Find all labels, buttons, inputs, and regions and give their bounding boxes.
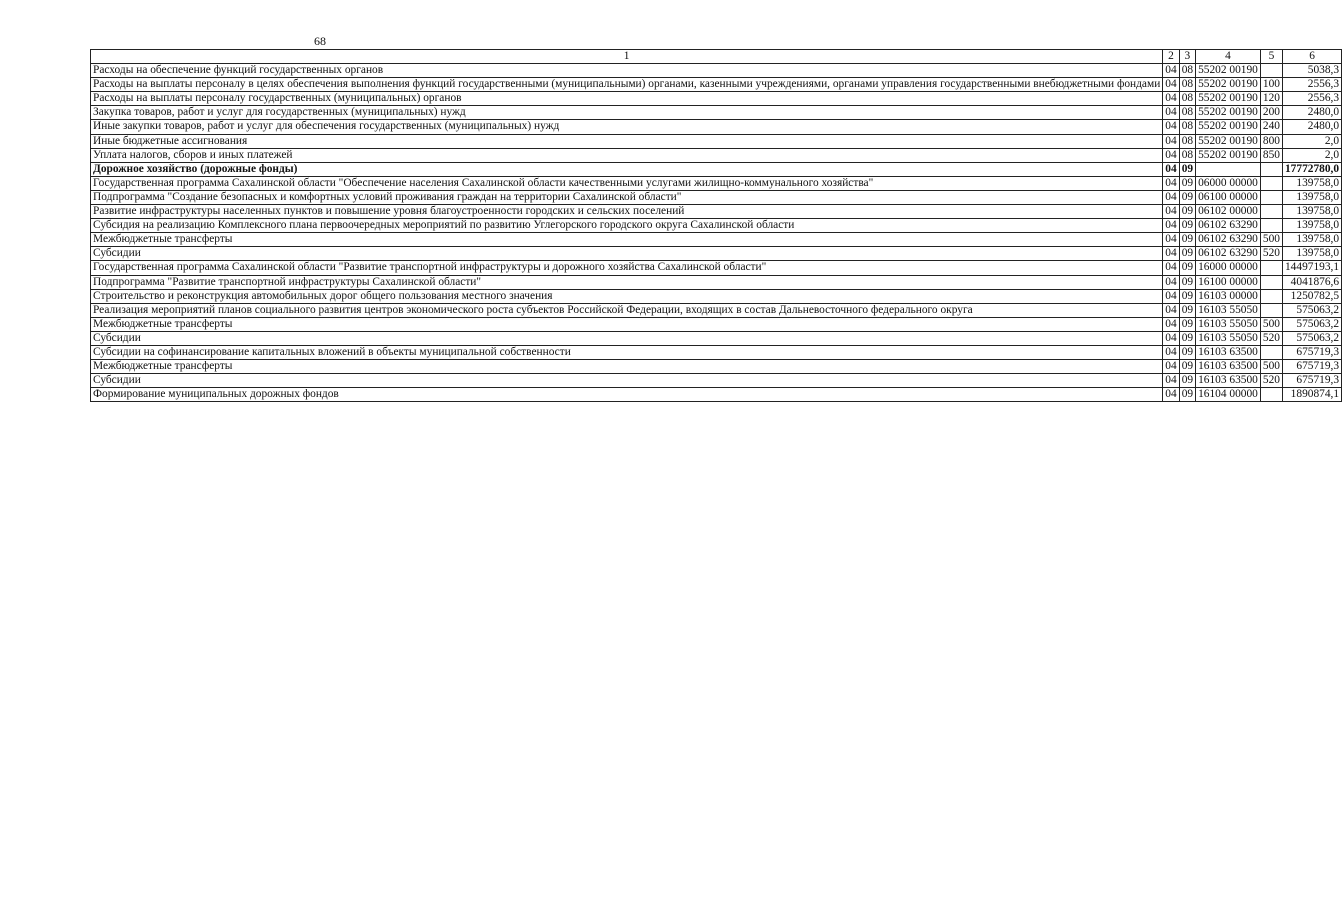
table-row — [91, 176, 1342, 190]
row-name-cell: Реализация мероприятий планов социального развития центров экономического роста субъектов Российской Федерации, входящих в состав Дальневосточного федерального округа — [91, 303, 1163, 317]
header-col-6: 6 — [1282, 50, 1341, 64]
row-name-cell: Дорожное хозяйство (дорожные фонды) — [91, 162, 1163, 176]
row-amount-cell: 1890874,1 — [1282, 388, 1341, 402]
row-section-cell: 04 — [1163, 317, 1179, 331]
row-subsection-cell: 09 — [1179, 345, 1195, 359]
row-name-cell: Субсидии — [91, 331, 1163, 345]
row-target-article-cell: 16103 63500 — [1196, 345, 1261, 359]
row-section-cell: 04 — [1163, 247, 1179, 261]
row-expense-type-cell — [1260, 205, 1282, 219]
row-section-cell: 04 — [1163, 345, 1179, 359]
row-amount-cell: 2480,0 — [1282, 106, 1341, 120]
row-expense-type-cell — [1260, 219, 1282, 233]
row-expense-type-cell — [1260, 275, 1282, 289]
header-col-3: 3 — [1179, 50, 1195, 64]
row-name-cell: Субсидии — [91, 374, 1163, 388]
row-section-cell: 04 — [1163, 261, 1179, 275]
row-expense-type-cell: 520 — [1260, 374, 1282, 388]
row-expense-type-cell: 200 — [1260, 106, 1282, 120]
header-col-4: 4 — [1196, 50, 1261, 64]
row-target-article-cell — [1196, 162, 1261, 176]
row-section-cell: 04 — [1163, 64, 1179, 78]
row-subsection-cell: 09 — [1179, 374, 1195, 388]
row-expense-type-cell — [1260, 261, 1282, 275]
table-row — [91, 64, 1342, 78]
row-expense-type-cell — [1260, 345, 1282, 359]
table-row — [91, 289, 1342, 303]
table-row — [91, 162, 1342, 176]
row-target-article-cell: 16103 00000 — [1196, 289, 1261, 303]
row-expense-type-cell: 850 — [1260, 148, 1282, 162]
row-amount-cell: 14497193,1 — [1282, 261, 1341, 275]
row-subsection-cell: 09 — [1179, 331, 1195, 345]
row-expense-type-cell: 120 — [1260, 92, 1282, 106]
row-name-cell: Межбюджетные трансферты — [91, 360, 1163, 374]
row-name-cell: Иные закупки товаров, работ и услуг для обеспечения государственных (муниципальных) нужд — [91, 120, 1163, 134]
row-amount-cell: 139758,0 — [1282, 190, 1341, 204]
row-subsection-cell: 09 — [1179, 233, 1195, 247]
row-target-article-cell: 06102 63290 — [1196, 219, 1261, 233]
row-expense-type-cell: 240 — [1260, 120, 1282, 134]
row-name-cell: Государственная программа Сахалинской области "Развитие транспортной инфраструктуры и дорожного хозяйства Сахалинской области" — [91, 261, 1163, 275]
row-expense-type-cell — [1260, 162, 1282, 176]
table-body — [91, 64, 1342, 402]
row-section-cell: 04 — [1163, 219, 1179, 233]
table-row — [91, 374, 1342, 388]
row-name-cell: Расходы на выплаты персоналу государственных (муниципальных) органов — [91, 92, 1163, 106]
row-amount-cell: 139758,0 — [1282, 247, 1341, 261]
row-expense-type-cell: 800 — [1260, 134, 1282, 148]
row-name-cell: Уплата налогов, сборов и иных платежей — [91, 148, 1163, 162]
table-row — [91, 388, 1342, 402]
row-name-cell: Межбюджетные трансферты — [91, 317, 1163, 331]
row-target-article-cell: 06102 00000 — [1196, 205, 1261, 219]
row-expense-type-cell: 500 — [1260, 360, 1282, 374]
row-amount-cell: 1250782,5 — [1282, 289, 1341, 303]
row-subsection-cell: 08 — [1179, 120, 1195, 134]
row-subsection-cell: 09 — [1179, 317, 1195, 331]
table-row — [91, 205, 1342, 219]
row-subsection-cell: 09 — [1179, 275, 1195, 289]
row-name-cell: Подпрограмма "Создание безопасных и комфортных условий проживания граждан на территории Сахалинской области" — [91, 190, 1163, 204]
table-row — [91, 92, 1342, 106]
row-amount-cell: 675719,3 — [1282, 360, 1341, 374]
row-target-article-cell: 55202 00190 — [1196, 64, 1261, 78]
row-target-article-cell: 55202 00190 — [1196, 78, 1261, 92]
row-target-article-cell: 16103 55050 — [1196, 317, 1261, 331]
row-target-article-cell: 06100 00000 — [1196, 190, 1261, 204]
row-expense-type-cell — [1260, 176, 1282, 190]
row-name-cell: Развитие инфраструктуры населенных пунктов и повышение уровня благоустроенности городских и сельских поселений — [91, 205, 1163, 219]
row-name-cell: Иные бюджетные ассигнования — [91, 134, 1163, 148]
row-amount-cell: 575063,2 — [1282, 331, 1341, 345]
row-name-cell: Государственная программа Сахалинской области "Обеспечение населения Сахалинской области качественными услугами жилищно-коммунального хозяйства" — [91, 176, 1163, 190]
row-target-article-cell: 16103 63500 — [1196, 360, 1261, 374]
row-section-cell: 04 — [1163, 162, 1179, 176]
row-name-cell: Субсидия на реализацию Комплексного плана первоочередных мероприятий по развитию Углегорского городского округа Сахалинской области — [91, 219, 1163, 233]
table-row — [91, 261, 1342, 275]
row-section-cell: 04 — [1163, 148, 1179, 162]
row-section-cell: 04 — [1163, 388, 1179, 402]
row-target-article-cell: 16100 00000 — [1196, 275, 1261, 289]
row-target-article-cell: 55202 00190 — [1196, 92, 1261, 106]
table-row — [91, 78, 1342, 92]
row-amount-cell: 575063,2 — [1282, 317, 1341, 331]
row-name-cell: Подпрограмма "Развитие транспортной инфраструктуры Сахалинской области" — [91, 275, 1163, 289]
row-section-cell: 04 — [1163, 190, 1179, 204]
row-subsection-cell: 08 — [1179, 148, 1195, 162]
row-name-cell: Строительство и реконструкция автомобильных дорог общего пользования местного значения — [91, 289, 1163, 303]
row-target-article-cell: 16000 00000 — [1196, 261, 1261, 275]
header-col-2: 2 — [1163, 50, 1179, 64]
row-target-article-cell: 16103 55050 — [1196, 331, 1261, 345]
table-row — [91, 275, 1342, 289]
row-target-article-cell: 16103 55050 — [1196, 303, 1261, 317]
table-row — [91, 148, 1342, 162]
table-row — [91, 120, 1342, 134]
row-name-cell: Закупка товаров, работ и услуг для государственных (муниципальных) нужд — [91, 106, 1163, 120]
row-section-cell: 04 — [1163, 92, 1179, 106]
row-subsection-cell: 09 — [1179, 247, 1195, 261]
row-amount-cell: 2480,0 — [1282, 120, 1341, 134]
table-row — [91, 219, 1342, 233]
table-row — [91, 134, 1342, 148]
row-amount-cell: 139758,0 — [1282, 233, 1341, 247]
row-subsection-cell: 09 — [1179, 388, 1195, 402]
header-col-1: 1 — [91, 50, 1163, 64]
table-row — [91, 360, 1342, 374]
row-section-cell: 04 — [1163, 134, 1179, 148]
table-header-row — [91, 50, 1342, 64]
row-name-cell: Расходы на обеспечение функций государственных органов — [91, 64, 1163, 78]
row-section-cell: 04 — [1163, 303, 1179, 317]
row-subsection-cell: 08 — [1179, 92, 1195, 106]
row-amount-cell: 2,0 — [1282, 134, 1341, 148]
row-expense-type-cell — [1260, 388, 1282, 402]
row-expense-type-cell: 500 — [1260, 317, 1282, 331]
row-subsection-cell: 09 — [1179, 360, 1195, 374]
row-subsection-cell: 08 — [1179, 64, 1195, 78]
row-amount-cell: 5038,3 — [1282, 64, 1341, 78]
row-target-article-cell: 06102 63290 — [1196, 233, 1261, 247]
row-subsection-cell: 08 — [1179, 106, 1195, 120]
header-col-5: 5 — [1260, 50, 1282, 64]
row-subsection-cell: 09 — [1179, 162, 1195, 176]
row-subsection-cell: 09 — [1179, 261, 1195, 275]
row-subsection-cell: 08 — [1179, 78, 1195, 92]
row-target-article-cell: 55202 00190 — [1196, 106, 1261, 120]
row-subsection-cell: 09 — [1179, 176, 1195, 190]
row-target-article-cell: 16104 00000 — [1196, 388, 1261, 402]
row-section-cell: 04 — [1163, 106, 1179, 120]
table-row — [91, 247, 1342, 261]
row-subsection-cell: 09 — [1179, 303, 1195, 317]
row-amount-cell: 675719,3 — [1282, 345, 1341, 359]
row-amount-cell: 2556,3 — [1282, 78, 1341, 92]
row-expense-type-cell: 520 — [1260, 331, 1282, 345]
row-expense-type-cell: 100 — [1260, 78, 1282, 92]
page-number: 68 — [314, 34, 326, 48]
row-section-cell: 04 — [1163, 374, 1179, 388]
row-expense-type-cell — [1260, 190, 1282, 204]
row-subsection-cell: 09 — [1179, 219, 1195, 233]
row-target-article-cell: 06102 63290 — [1196, 247, 1261, 261]
row-section-cell: 04 — [1163, 205, 1179, 219]
row-name-cell: Субсидии — [91, 247, 1163, 261]
budget-table — [90, 49, 1342, 402]
row-subsection-cell: 09 — [1179, 205, 1195, 219]
row-target-article-cell: 55202 00190 — [1196, 148, 1261, 162]
row-amount-cell: 139758,0 — [1282, 219, 1341, 233]
row-section-cell: 04 — [1163, 289, 1179, 303]
row-section-cell: 04 — [1163, 331, 1179, 345]
row-name-cell: Субсидии на софинансирование капитальных вложений в объекты муниципальной собственности — [91, 345, 1163, 359]
row-expense-type-cell — [1260, 64, 1282, 78]
row-amount-cell: 2556,3 — [1282, 92, 1341, 106]
row-section-cell: 04 — [1163, 120, 1179, 134]
row-name-cell: Формирование муниципальных дорожных фондов — [91, 388, 1163, 402]
row-section-cell: 04 — [1163, 78, 1179, 92]
row-target-article-cell: 06000 00000 — [1196, 176, 1261, 190]
row-amount-cell: 675719,3 — [1282, 374, 1341, 388]
row-section-cell: 04 — [1163, 233, 1179, 247]
row-section-cell: 04 — [1163, 360, 1179, 374]
table-row — [91, 106, 1342, 120]
row-name-cell: Расходы на выплаты персоналу в целях обеспечения выполнения функций государственными (муниципальными) органами, казенными учреждениями, органами управления государственными внебюджетными фондами — [91, 78, 1163, 92]
row-amount-cell: 139758,0 — [1282, 205, 1341, 219]
row-subsection-cell: 08 — [1179, 134, 1195, 148]
table-row — [91, 233, 1342, 247]
row-expense-type-cell: 520 — [1260, 247, 1282, 261]
row-subsection-cell: 09 — [1179, 289, 1195, 303]
row-section-cell: 04 — [1163, 176, 1179, 190]
row-subsection-cell: 09 — [1179, 190, 1195, 204]
row-target-article-cell: 16103 63500 — [1196, 374, 1261, 388]
table-row — [91, 317, 1342, 331]
table-row — [91, 303, 1342, 317]
row-expense-type-cell — [1260, 289, 1282, 303]
row-expense-type-cell: 500 — [1260, 233, 1282, 247]
row-target-article-cell: 55202 00190 — [1196, 134, 1261, 148]
row-amount-cell: 2,0 — [1282, 148, 1341, 162]
table-row — [91, 190, 1342, 204]
row-name-cell: Межбюджетные трансферты — [91, 233, 1163, 247]
row-amount-cell: 17772780,0 — [1282, 162, 1341, 176]
table-row — [91, 345, 1342, 359]
row-amount-cell: 139758,0 — [1282, 176, 1341, 190]
table-row — [91, 331, 1342, 345]
row-amount-cell: 4041876,6 — [1282, 275, 1341, 289]
row-amount-cell: 575063,2 — [1282, 303, 1341, 317]
row-section-cell: 04 — [1163, 275, 1179, 289]
row-expense-type-cell — [1260, 303, 1282, 317]
row-target-article-cell: 55202 00190 — [1196, 120, 1261, 134]
